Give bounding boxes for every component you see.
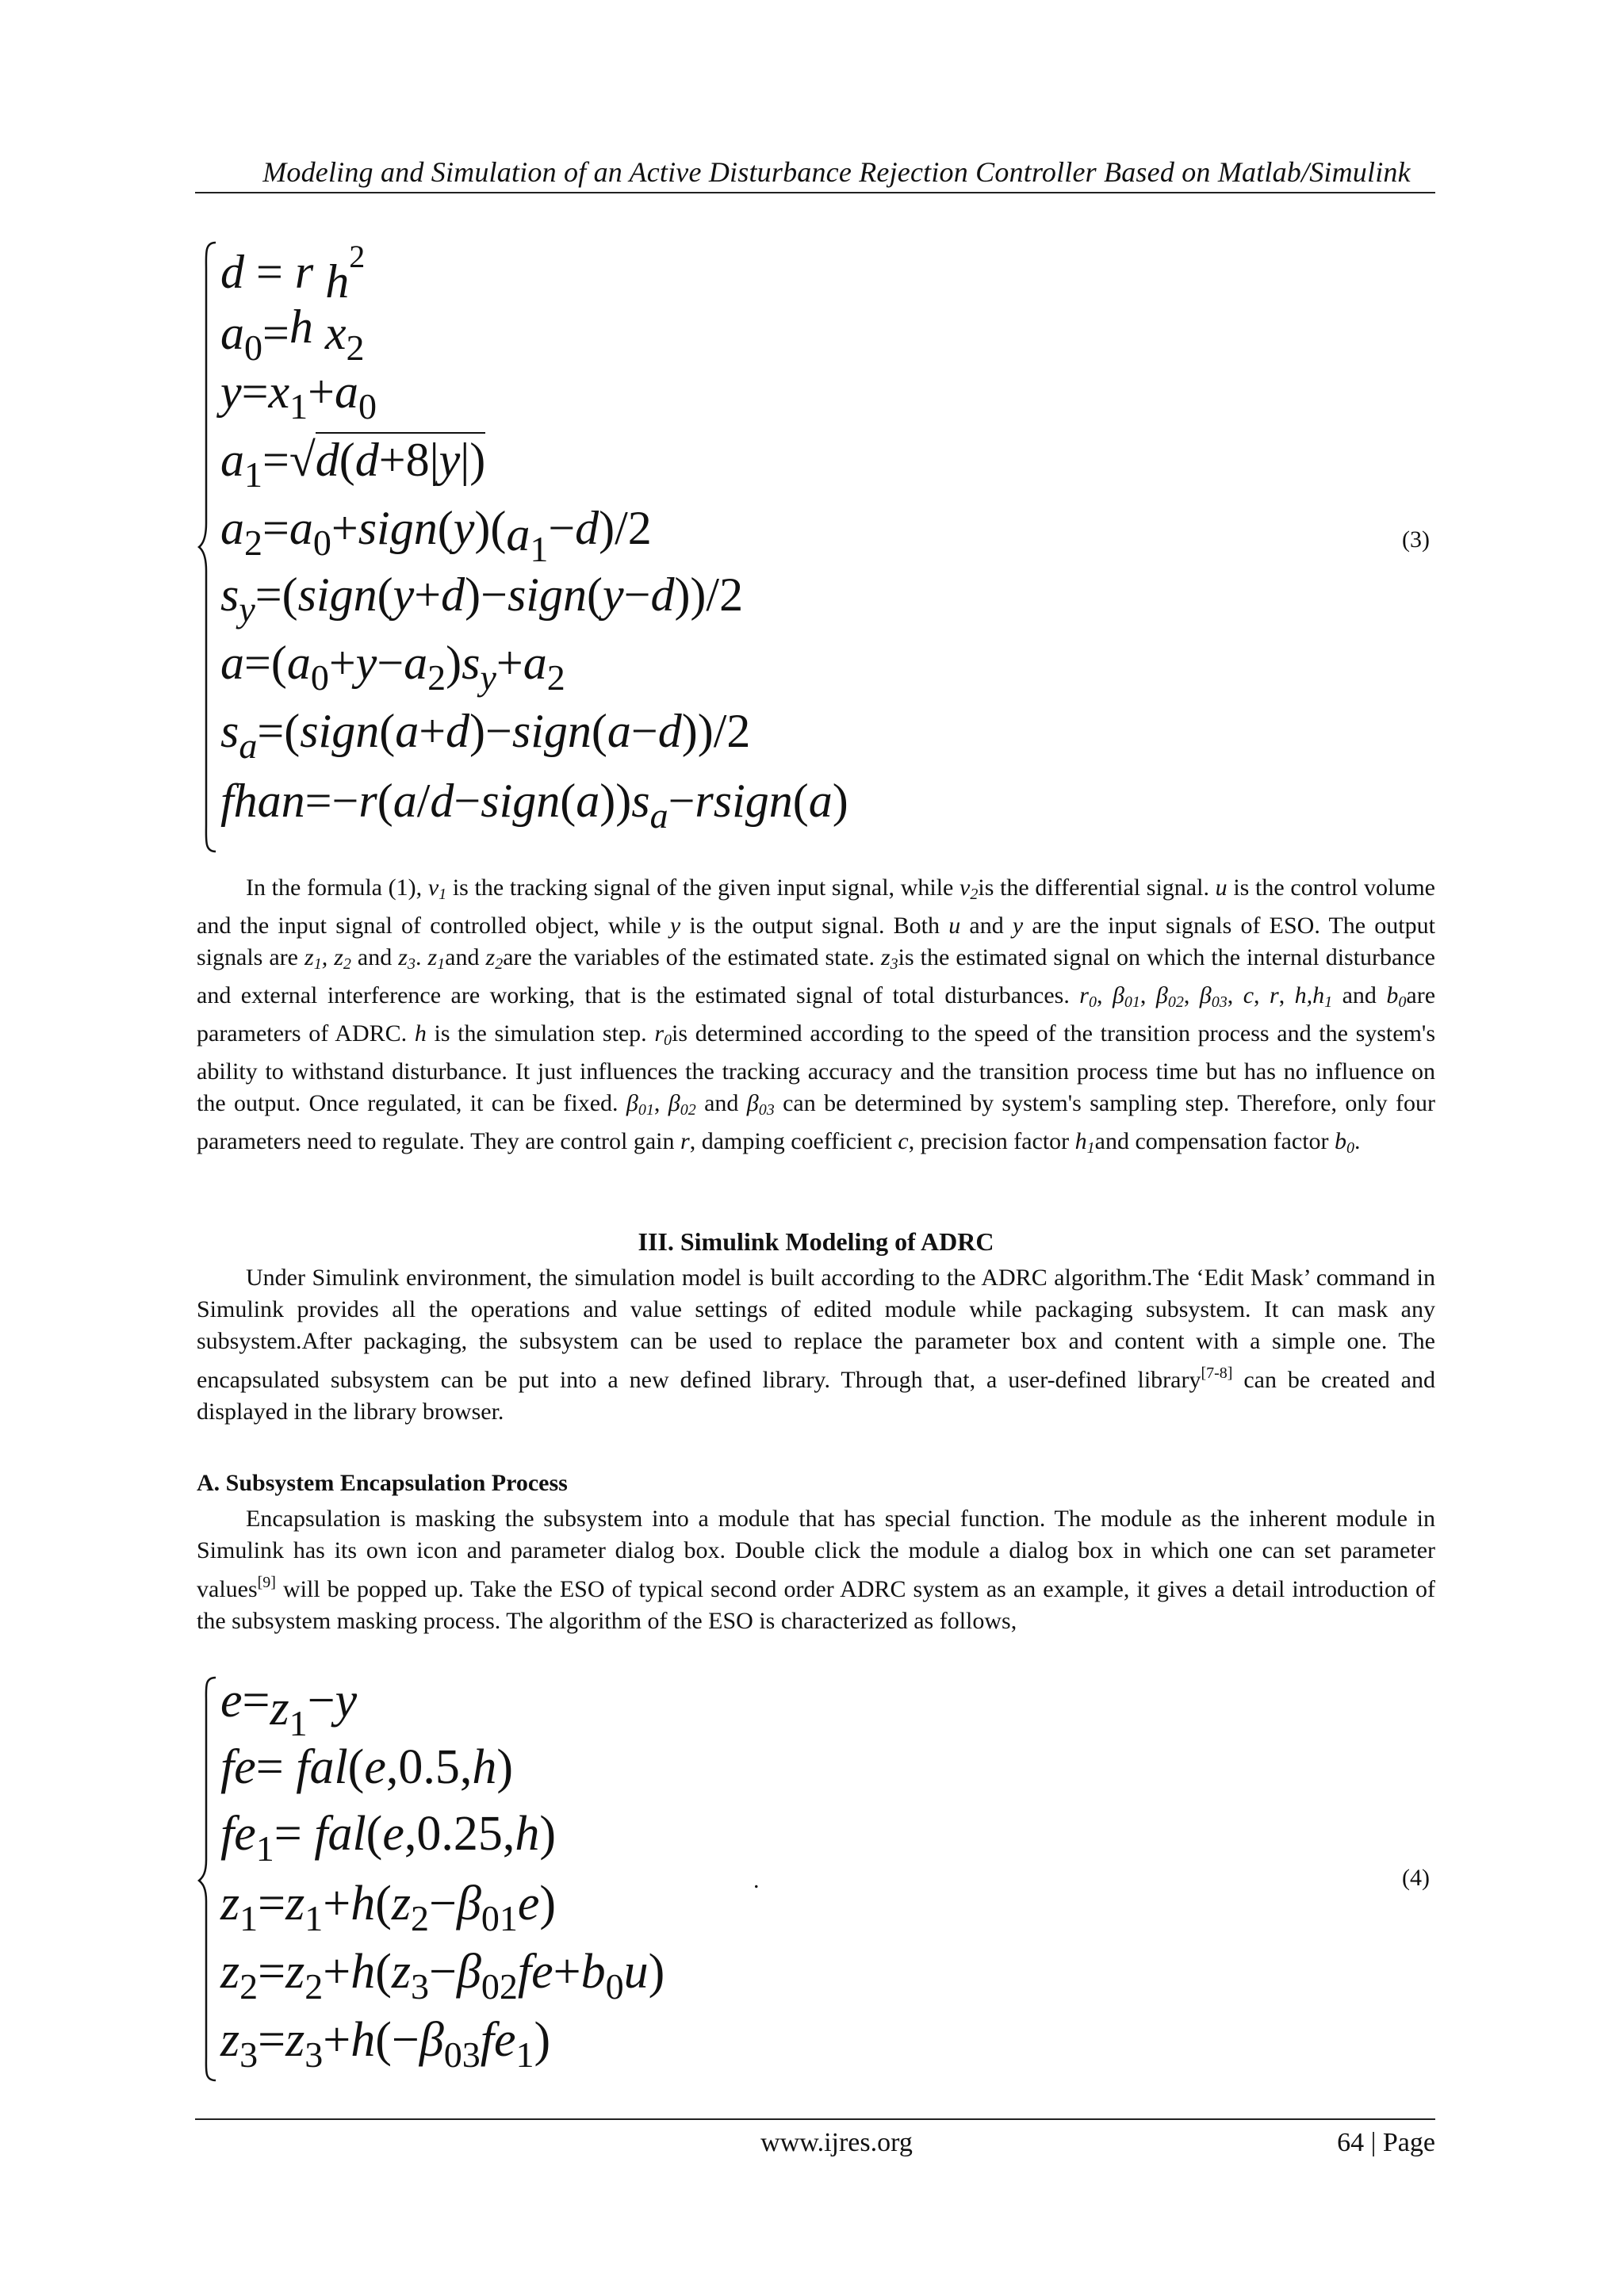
eq3-line-a2: $a_2=a_0+sign(y)(a_1-d)/2$	[220, 502, 652, 569]
section-heading: III. Simulink Modeling of ADRC	[638, 1227, 994, 1256]
running-header: Modeling and Simulation of an Active Disturbance Rejection Controller Based on Matlab/Simulink	[262, 156, 1411, 188]
footer-website: www.ijres.org	[760, 2128, 913, 2157]
page-number: 64 | Page	[1337, 2128, 1435, 2157]
equation-4	[197, 1673, 1029, 2085]
header-rule	[195, 192, 1435, 193]
eq3-line-d: d = r $h^2$	[220, 239, 366, 308]
equation-4-number: (4)	[1402, 1865, 1430, 1891]
left-brace	[197, 238, 220, 856]
eq4-line-z2: $z_2=z_2+h(z_3-\beta_{02}fe+b_0u)$	[220, 1945, 665, 2007]
paragraph-formula-explanation: In the formula (1), $v_1$ is the tracking signal of the given input signal, while $v_2is$ the differential signal. u is the control volume and the input signal of controlled object, while y is the output signal. Both u and y are the input signals of ESO. The output signals are $z_1$, $z_2$ and $z_3$. $z_1and$ $z_2are$ the variables of the estimated state. $z_3is$ the estimated signal on which the internal disturbance and external interference are working, that is the estimated signal of total disturbances. $r_0$, $\beta_{01}$, $\beta_{02}$, $\beta_{03}$, c, r, $h,h_1$ and $b_0are$ parameters of ADRC. h is the simulation step. $r_0is$ determined according to the speed of the transition process and the system's ability to withstand disturbance. It just influences the tracking accuracy and the transition process time but has no influence on the output. Once regulated, it can be fixed. $\beta_{01}$, $\beta_{02}$ and $\beta_{03}$ can be determined by system's sampling step. Therefore, only four parameters need to regulate. They are control gain r, damping coefficient c, precision factor $h_1and$ compensation factor $b_0$.	[197, 874, 1436, 1157]
equation-3	[197, 238, 1029, 856]
eq4-line-e: $e=z_1-y$	[220, 1674, 358, 1743]
paragraph-simulink-modeling: Under Simulink environment, the simulation model is built according to the ADRC algorithm.The ‘Edit Mask’ command in Simulink provides all the operations and value settings of edited module while packaging subsystem. It can mask any subsystem.After packaging, the subsystem can be used to replace the parameter box and content with a simple one. The encapsulated subsystem can be put into a new defined library. Through that, a user-defined library[7-8] can be created and displayed in the library browser.	[197, 1265, 1435, 1425]
eq3-line-fhan: $fhan=-r(a/d-sign(a))s_a-rsign(a)$	[220, 775, 848, 836]
eq3-line-a0: $a_0=h$ $x_2$	[220, 300, 365, 368]
eq4-line-fe1: $fe_1= fal(e,0.25,h)$	[220, 1807, 557, 1869]
eq3-line-sa: $s_a=(sign(a+d)-sign(a-d))/2$	[220, 705, 751, 766]
eq4-line-z3: $z_3=z_3+h(-\beta_{03}fe_1)$	[220, 2013, 551, 2075]
eq4-line-z1: $z_1=z_1+h(z_2-\beta_{01}e)$	[220, 1877, 557, 1938]
paragraph-encapsulation: Encapsulation is masking the subsystem into a module that has special function. The module as the inherent module in Simulink has its own icon and parameter dialog box. Double click the module a dialog box in which one can set parameter values[9] will be popped up. Take the ESO of typical second order ADRC system as an example, it gives a detail introduction of the subsystem masking process. The algorithm of the ESO is characterized as follows,	[197, 1506, 1435, 1634]
equation-4-dot: .	[753, 1867, 760, 1893]
footer-rule	[195, 2118, 1435, 2120]
eq3-line-a: $a=(a_0+y-a_2)s_y+a_2$	[220, 637, 565, 698]
eq3-line-a1: $a_1=√d(d+8|y|)$	[220, 434, 486, 495]
eq4-line-fe: fe= fal(e,0.5,h)	[220, 1740, 514, 1794]
left-brace	[197, 1673, 220, 2085]
subsection-heading: A. Subsystem Encapsulation Process	[197, 1470, 568, 1496]
equation-3-number: (3)	[1402, 526, 1430, 553]
eq3-line-y: $y=x_1+a_0$	[220, 365, 377, 427]
eq3-line-sy: $s_y=(sign(y+d)-sign(y-d))/2$	[220, 568, 744, 629]
